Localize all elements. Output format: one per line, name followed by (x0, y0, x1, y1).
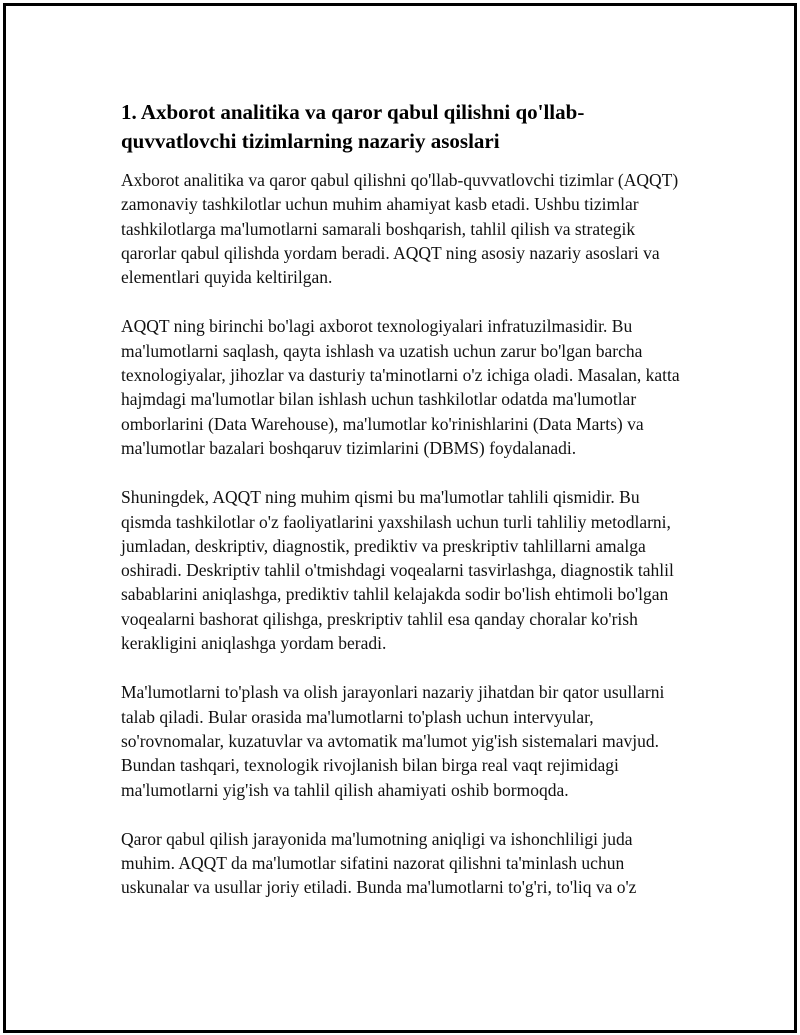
page-frame (3, 3, 797, 1033)
document-body (121, 98, 686, 900)
paragraph-infrastructure: AQQT ning birinchi bo'lagi axborot texnologiyalari infratuzilmasidir. Bu ma'lumotlarni saqlash, qayta ishlash va uzatish uchun zarur bo'lgan barcha texnologiyalar, jihozlar va dasturiy ta'minotlarni o'z ichiga oladi. Masalan, katta hajmdagi ma'lumotlar bilan ishlash uchun tashkilotlar odatda ma'lumotlar omborlarini (Data Warehouse), ma'lumotlar ko'rinishlarini (Data Marts) va ma'lumotlar bazalari boshqaruv tizimlarini (DBMS) foydalanadi. (121, 316, 680, 458)
paragraph-intro: Axborot analitika va qaror qabul qilishni qo'llab-quvvatlovchi tizimlar (AQQT) zamonaviy tashkilotlar uchun muhim ahamiyat kasb etadi. Ushbu tizimlar tashkilotlarga ma'lumotlarni samarali boshqarish, tahlil qilish va strategik qarorlar qabul qilishda yordam beradi. AQQT ning asosiy nazariy asoslari va elementlari quyida keltirilgan. (121, 170, 679, 288)
section-heading: 1. Axborot analitika va qaror qabul qilishni qo'llab-quvvatlovchi tizimlarning nazariy asoslari (121, 100, 585, 153)
paragraph-data-analysis: Shuningdek, AQQT ning muhim qismi bu ma'lumotlar tahlili qismidir. Bu qismda tashkilotlar o'z faoliyatlarini yaxshilash uchun turli tahliliy metodlarni, jumladan, deskriptiv, diagnostik, prediktiv va preskriptiv tahlillarni amalga oshiradi. Deskriptiv tahlil o'tmishdagi voqealarni tasvirlashga, diagnostik tahlil sabablarini aniqlashga, prediktiv tahlil kelajakda sodir bo'lish ehtimoli bo'lgan voqealarni bashorat qilishga, preskriptiv tahlil esa qanday choralar ko'rish kerakligini aniqlashga yordam beradi. (121, 487, 674, 654)
paragraph-data-quality: Qaror qabul qilish jarayonida ma'lumotning aniqligi va ishonchliligi juda muhim. AQQT da ma'lumotlar sifatini nazorat qilishni ta'minlash uchun uskunalar va usullar joriy etiladi. Bunda ma'lumotlarni to'g'ri, to'liq va o'z (121, 828, 637, 898)
paragraph-data-collection: Ma'lumotlarni to'plash va olish jarayonlari nazariy jihatdan bir qator usullarni talab qiladi. Bular orasida ma'lumotlarni to'plash uchun intervyular, so'rovnomalar, kuzatuvlar va avtomatik ma'lumot yig'ish sistemalari mavjud. Bundan tashqari, texnologik rivojlanish bilan birga real vaqt rejimidagi ma'lumotlarni yig'ish va tahlil qilish ahamiyati oshib bormoqda. (121, 682, 665, 800)
